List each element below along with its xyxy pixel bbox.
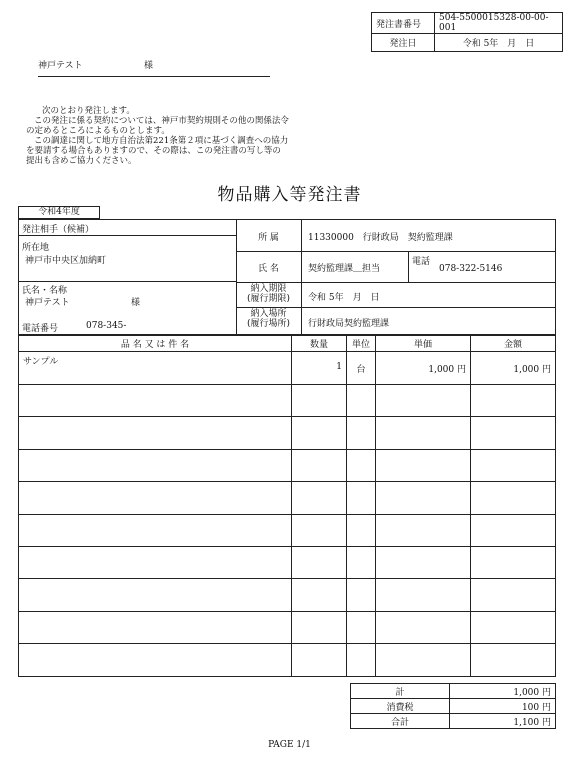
counterparty-name: 神戸テスト — [25, 298, 70, 308]
amount-cell — [471, 385, 556, 417]
unit-cell — [347, 385, 376, 417]
counterparty-honorific: 様 — [131, 298, 141, 308]
unit-price-cell — [376, 449, 471, 481]
table-row — [19, 417, 556, 449]
counterparty-label: 発注相手（候補） — [22, 225, 95, 235]
amount-cell — [471, 546, 556, 578]
table-row — [19, 385, 556, 417]
place-sublabel: (履行場所) — [246, 319, 291, 329]
amount-cell — [471, 449, 556, 481]
unit-cell — [347, 449, 376, 481]
table-row — [19, 514, 556, 546]
quantity-cell — [292, 611, 347, 643]
deadline: 令和 5年 月 日 — [308, 293, 380, 303]
intro-line: この調達に関して地方自治法第221条第２項に基づく調査への協力 — [34, 136, 289, 146]
quantity-cell — [292, 482, 347, 514]
item-name-cell — [19, 579, 292, 611]
amount-cell — [471, 417, 556, 449]
total-row — [351, 714, 556, 729]
unit-price-cell — [376, 579, 471, 611]
unit-cell — [347, 482, 376, 514]
item-name-cell — [19, 417, 292, 449]
counterparty-phone: 078-345- — [86, 321, 127, 331]
dept-phone-label: 電話 — [412, 257, 431, 267]
table-row — [19, 644, 556, 676]
place-label-group — [236, 309, 301, 329]
quantity-cell — [292, 514, 347, 546]
intro-line: この発注に係る契約については、神戸市契約規則その他の関係法令 — [34, 116, 289, 126]
total-label: 合計 — [351, 714, 450, 729]
place: 行財政局契約監理課 — [308, 319, 390, 329]
header-unit: 単位 — [347, 336, 376, 352]
place-label: 納入場所 — [250, 309, 287, 319]
person: 契約監理課＿担当 — [308, 264, 381, 274]
unit-price-cell — [376, 482, 471, 514]
quantity-cell — [292, 644, 347, 676]
amount-cell: 1,000 円 — [471, 352, 556, 385]
total-row — [351, 699, 556, 714]
page-number: PAGE 1/1 — [268, 740, 311, 750]
unit-price-cell: 1,000 円 — [376, 352, 471, 385]
table-row — [19, 352, 556, 385]
header-unit-price: 単価 — [376, 336, 471, 352]
intro-line: を要請する場合もありますので、その際は、この発注書の写し等の — [26, 146, 281, 156]
addressee — [38, 58, 270, 77]
item-name-cell — [19, 449, 292, 481]
order-number-label: 発注書番号 — [372, 13, 435, 34]
deadline-label: 納入期限 — [250, 284, 287, 294]
intro-text — [26, 106, 289, 166]
table-row — [19, 611, 556, 643]
unit-price-cell — [376, 611, 471, 643]
unit-price-cell — [376, 417, 471, 449]
header-amount: 金額 — [471, 336, 556, 352]
document-title: 物品購入等発注書 — [217, 185, 362, 205]
affiliation-label: 所 属 — [258, 233, 279, 243]
name-label: 氏名・名称 — [22, 286, 68, 296]
header-quantity: 数量 — [292, 336, 347, 352]
items-header-row — [19, 336, 556, 352]
order-info-box — [371, 12, 563, 52]
unit-price-cell — [376, 546, 471, 578]
total-value: 1,100 円 — [450, 714, 556, 729]
unit-cell — [347, 417, 376, 449]
fiscal-year: 令和4年度 — [18, 206, 100, 219]
total-value: 100 円 — [450, 699, 556, 714]
item-name-cell: サンプル — [19, 352, 292, 385]
unit-cell — [347, 579, 376, 611]
person-label: 氏 名 — [258, 264, 279, 274]
unit-cell: 台 — [347, 352, 376, 385]
item-name-cell — [19, 482, 292, 514]
unit-price-cell — [376, 385, 471, 417]
item-name-cell — [19, 546, 292, 578]
info-block — [18, 219, 556, 335]
phone-label: 電話番号 — [22, 324, 59, 334]
amount-cell — [471, 644, 556, 676]
intro-line: 次のとおり発注します。 — [42, 106, 135, 116]
quantity-cell: 1 — [292, 352, 347, 385]
item-name-cell — [19, 644, 292, 676]
table-row — [19, 546, 556, 578]
amount-cell — [471, 514, 556, 546]
total-value: 1,000 円 — [450, 684, 556, 699]
affiliation: 11330000 行財政局 契約監理課 — [308, 233, 453, 243]
totals-table — [350, 683, 556, 729]
header-item-name: 品 名 又 は 件 名 — [19, 336, 292, 352]
order-date-label: 発注日 — [372, 34, 435, 52]
quantity-cell — [292, 449, 347, 481]
item-name-cell — [19, 611, 292, 643]
table-row — [19, 579, 556, 611]
address: 神戸市中央区加納町 — [25, 256, 107, 266]
items-table — [18, 335, 556, 677]
unit-cell — [347, 514, 376, 546]
unit-price-cell — [376, 514, 471, 546]
addressee-name: 神戸テスト — [38, 61, 83, 71]
unit-price-cell — [376, 644, 471, 676]
intro-line: の定めるところによるものとします。 — [26, 126, 170, 136]
dept-phone: 078-322-5146 — [439, 264, 503, 274]
intro-line: 提出も含めご協力ください。 — [26, 156, 137, 166]
table-row — [19, 482, 556, 514]
amount-cell — [471, 579, 556, 611]
deadline-label-group — [236, 284, 301, 304]
quantity-cell — [292, 385, 347, 417]
table-row — [19, 449, 556, 481]
unit-cell — [347, 611, 376, 643]
unit-cell — [347, 644, 376, 676]
item-name-cell — [19, 514, 292, 546]
total-label: 消費税 — [351, 699, 450, 714]
unit-cell — [347, 546, 376, 578]
total-label: 計 — [351, 684, 450, 699]
amount-cell — [471, 482, 556, 514]
item-name-cell — [19, 385, 292, 417]
address-label: 所在地 — [22, 243, 50, 253]
order-date: 令和 5年 月 日 — [435, 34, 563, 52]
quantity-cell — [292, 579, 347, 611]
addressee-honorific: 様 — [144, 61, 154, 71]
quantity-cell — [292, 546, 347, 578]
deadline-sublabel: (履行期限) — [246, 294, 291, 304]
quantity-cell — [292, 417, 347, 449]
total-row — [351, 684, 556, 699]
amount-cell — [471, 611, 556, 643]
order-number: 504-5500015328-00-00-001 — [435, 13, 563, 34]
